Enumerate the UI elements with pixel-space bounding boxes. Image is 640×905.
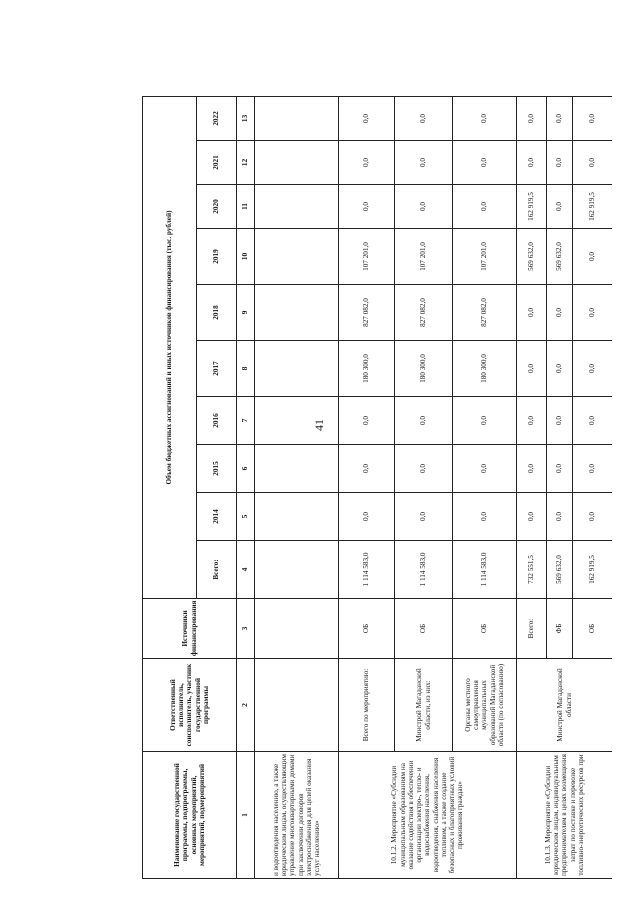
page-number: 41 [312,419,326,431]
header-col2: Ответственный исполнитель, соисполнитель, участник государственной программы [143,659,237,752]
value-cell: 0,0 [339,445,395,493]
value-cell: 0,0 [573,397,613,445]
header-year: Всего: [197,541,237,599]
value-cell: 0,0 [547,493,573,541]
col-number: 2 [237,659,255,752]
value-cell: 107 201,0 [453,229,517,285]
header-year: 2021 [197,141,237,185]
value-cell: 0,0 [517,341,547,397]
value-cell: 0,0 [453,141,517,185]
source-cell: ОБ [339,599,395,659]
value-cell: 0,0 [339,493,395,541]
value-cell: 569 632,0 [517,229,547,285]
value-cell: 107 201,0 [339,229,395,285]
value-cell: 0,0 [517,397,547,445]
executor-cell: Органы местного самоуправления муниципальных образований Магаданской области (по согласованию) [453,659,517,752]
value-cell: 0,0 [517,493,547,541]
value-cell: 0,0 [547,96,573,140]
value-cell: 0,0 [573,96,613,140]
header-year: 2018 [197,285,237,341]
value-cell: 180 300,0 [395,341,453,397]
value-cell: 0,0 [573,493,613,541]
header-financing-group: Объем бюджетных ассигнований и иных источников финансирования (тыс. рублей) [143,96,197,598]
financing-table [142,33,612,879]
value-cell: 0,0 [453,185,517,229]
value-cell: 0,0 [547,341,573,397]
header-col3: Источники финансирования [143,599,237,659]
value-cell: 0,0 [339,141,395,185]
table-row [255,33,339,879]
table-row [339,33,395,879]
col-number: 9 [237,285,255,341]
value-cell: 0,0 [395,141,453,185]
value-cell: 0,0 [339,397,395,445]
header-year: 2020 [197,185,237,229]
value-cell: 0,0 [453,96,517,140]
source-cell: ФБ [547,599,573,659]
header-col1: Наименование государственной программы, подпрограммы, основных мероприятий, мероприятий, подмероприятий [143,752,237,879]
col-number: 12 [237,141,255,185]
value-cell: 0,0 [395,185,453,229]
value-cell: 0,0 [517,96,547,140]
col-number: 3 [237,599,255,659]
col-number: 10 [237,229,255,285]
col-number: 7 [237,397,255,445]
value-cell: 0,0 [573,285,613,341]
value-cell: 180 300,0 [453,341,517,397]
value-cell: 0,0 [547,185,573,229]
header-year: 2014 [197,493,237,541]
column-number-row [237,33,255,879]
value-cell: 180 300,0 [339,341,395,397]
value-cell: 0,0 [395,96,453,140]
value-cell: 162 919,5 [517,185,547,229]
value-cell: 0,0 [395,493,453,541]
header-year: 2016 [197,397,237,445]
value-cell: 0,0 [547,445,573,493]
col-number: 6 [237,445,255,493]
value-cell: 827 082,0 [395,285,453,341]
value-cell: 0,0 [395,397,453,445]
value-cell: 162 919,5 [573,541,613,599]
value-cell: 1 114 583,0 [453,541,517,599]
measure-name-continuation: и водоотведения населению, а также юридическим лицам, осуществляющим управление многоквартирными домами при заключении договоров электроснабжения для целей оказания услуг населению» [255,752,339,879]
header-year: 2017 [197,341,237,397]
blank-margin [143,33,613,96]
value-cell: 0,0 [573,445,613,493]
value-cell: 107 201,0 [395,229,453,285]
table-wrapper [142,33,612,879]
value-cell: 827 082,0 [453,285,517,341]
value-cell: 0,0 [517,141,547,185]
value-cell: 0,0 [517,285,547,341]
value-cell: 0,0 [339,185,395,229]
source-cell: Всего: [517,599,547,659]
value-cell: 0,0 [453,493,517,541]
col-number: 5 [237,493,255,541]
header-row-1 [143,33,197,879]
value-cell: 0,0 [547,141,573,185]
source-cell: ОБ [395,599,453,659]
header-year: 2019 [197,229,237,285]
measure-10-1-3-name: 10.1.3. Мероприятие «Субсидии юридическим лицам, индивидуальным предпринимателям в целях возмещения затрат по поставке и перевозке топливно-энергетических ресурсов при [517,752,613,879]
value-cell: 569 632,0 [547,229,573,285]
value-cell: 1 114 583,0 [395,541,453,599]
value-cell: 569 632,0 [547,541,573,599]
value-cell: 0,0 [573,229,613,285]
executor-cell: Всего по мероприятию: [339,659,395,752]
source-cell: ОБ [573,599,613,659]
rotated-table-area [142,33,612,879]
table-row [517,33,547,879]
source-cell: ОБ [453,599,517,659]
col-number: 11 [237,185,255,229]
value-cell: 0,0 [573,341,613,397]
col-number: 1 [237,752,255,879]
value-cell: 0,0 [453,445,517,493]
executor-cell: Минстрой Магаданской области, из них: [395,659,453,752]
value-cell: 0,0 [395,445,453,493]
value-cell: 0,0 [547,285,573,341]
col-number: 4 [237,541,255,599]
col-number: 13 [237,96,255,140]
col-number: 8 [237,341,255,397]
executor-cell: Минстрой Магаданской области [517,659,613,752]
value-cell: 0,0 [547,397,573,445]
measure-10-1-2-name: 10.1.2. Мероприятие «Субсидии муниципальным образованиям на оказание содействия в обеспечении организации электро-, тепло- и водоснабжения населения, водоотведения, снабжения населения топливом, а также создание безопасных и благоприятных условий проживания граждан» [339,752,517,879]
value-cell: 0,0 [517,445,547,493]
value-cell: 0,0 [339,96,395,140]
value-cell: 827 082,0 [339,285,395,341]
value-cell: 732 551,5 [517,541,547,599]
value-cell: 0,0 [573,141,613,185]
value-cell: 0,0 [453,397,517,445]
header-year: 2015 [197,445,237,493]
value-cell: 162 919,5 [573,185,613,229]
value-cell: 1 114 583,0 [339,541,395,599]
header-year: 2022 [197,96,237,140]
